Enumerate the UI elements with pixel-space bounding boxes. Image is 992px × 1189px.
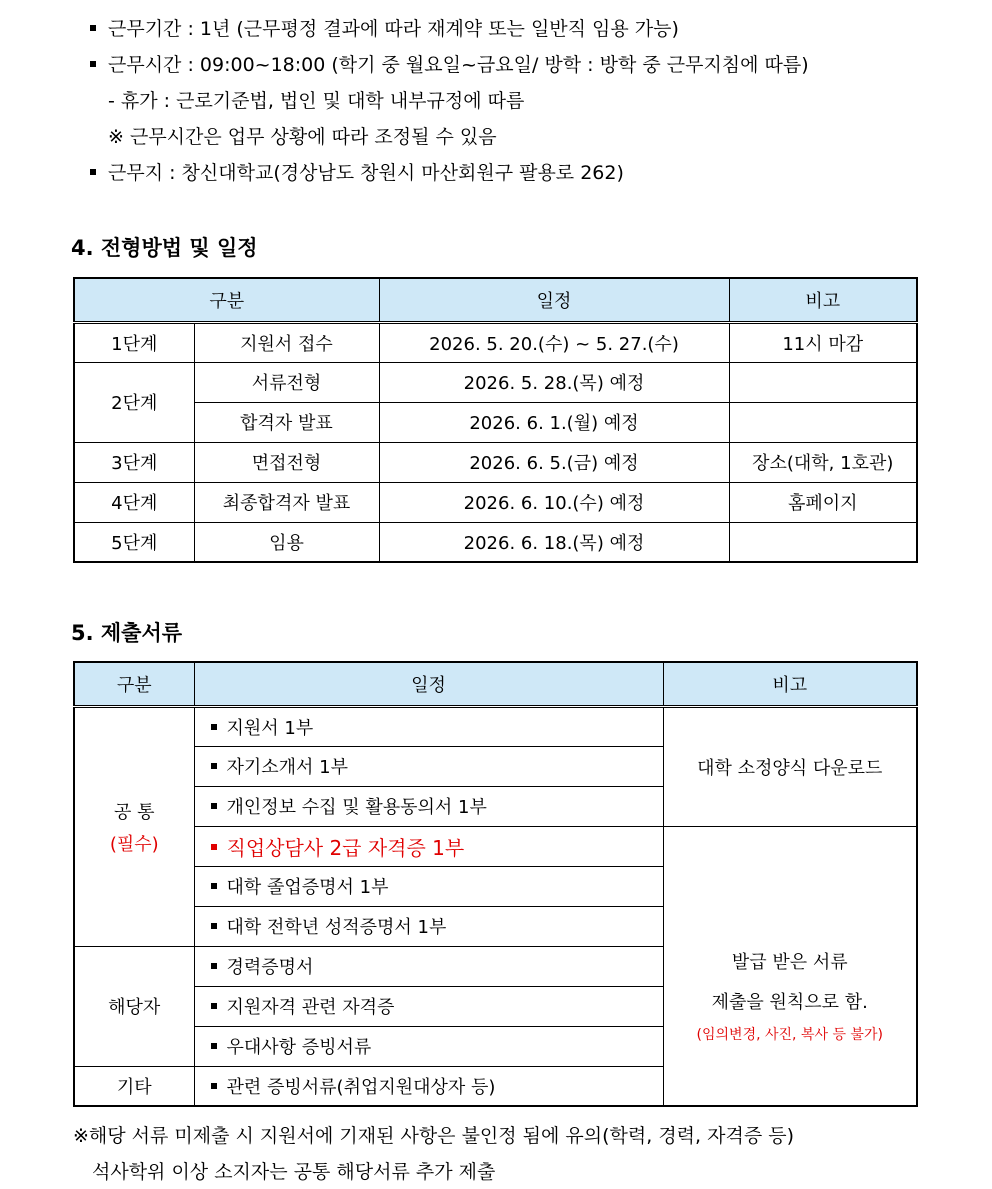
doc-item: 경력증명서 [194,946,663,986]
footer-note-1: ※해당 서류 미제출 시 지원서에 기재된 사항은 불인정 됨에 유의(학력, 경력, 자격증 등) [73,1125,794,1147]
header-category: 구분 [74,278,379,322]
item-cell: 합격자 발표 [194,402,379,442]
remark-cell [729,402,917,442]
item-cell: 서류전형 [194,362,379,402]
table-row [74,706,917,746]
group-other-cell: 기타 [74,1066,194,1106]
selection-schedule-table [73,277,918,563]
date-cell: 2026. 6. 18.(목) 예정 [379,522,729,562]
header-schedule: 일정 [194,662,663,706]
info-hours: 근무시간 : 09:00~18:00 (학기 중 월요일~금요일/ 방학 : 방학 중 근무지침에 따름) [90,50,809,77]
item-cell: 임용 [194,522,379,562]
doc-item: 관련 증빙서류(취업지원대상자 등) [194,1066,663,1106]
remark-issued-1: 발급 받은 서류 [731,951,848,973]
header-schedule: 일정 [379,278,729,322]
date-cell: 2026. 6. 1.(월) 예정 [379,402,729,442]
remark-cell [729,362,917,402]
header-category: 구분 [74,662,194,706]
table-row [74,442,917,482]
footer-note-2: 석사학위 이상 소지자는 공통 해당서류 추가 제출 [92,1161,496,1183]
table-row [74,402,917,442]
remark-issued-2: 제출을 원칙으로 함. [711,991,868,1013]
doc-item: 개인정보 수집 및 활용동의서 1부 [194,786,663,826]
header-remark: 비고 [663,662,917,706]
doc-item: 우대사항 증빙서류 [194,1026,663,1066]
info-period: 근무기간 : 1년 (근무평정 결과에 따라 재계약 또는 일반직 임용 가능) [90,14,679,41]
doc-item: 지원자격 관련 자격증 [194,986,663,1026]
group-common-cell [74,706,194,946]
date-cell: 2026. 6. 5.(금) 예정 [379,442,729,482]
section5-title: 5. 제출서류 [71,621,183,645]
remark-issued-cell [663,826,917,1106]
table-row [74,362,917,402]
header-remark: 비고 [729,278,917,322]
group-common-label: 공 통 [114,801,155,823]
table-row [74,322,917,362]
remark-cell [729,522,917,562]
doc-item: 대학 졸업증명서 1부 [194,866,663,906]
stage-cell: 1단계 [74,322,194,362]
remark-issued-3: (임의변경, 사진, 복사 등 불가) [696,1026,883,1043]
stage-cell: 4단계 [74,482,194,522]
doc-item: 자기소개서 1부 [194,746,663,786]
stage-cell: 3단계 [74,442,194,482]
remark-download: 대학 소정양식 다운로드 [663,706,917,826]
remark-cell: 11시 마감 [729,322,917,362]
doc-item: 지원서 1부 [194,706,663,746]
stage-cell: 2단계 [74,362,194,442]
documents-table [73,661,918,1107]
stage-cell: 5단계 [74,522,194,562]
table-row [74,522,917,562]
group-common-sub: (필수) [109,833,159,855]
info-leave: - 휴가 : 근로기준법, 법인 및 대학 내부규정에 따름 [108,90,525,112]
date-cell: 2026. 5. 28.(목) 예정 [379,362,729,402]
table-row [74,482,917,522]
date-cell: 2026. 6. 10.(수) 예정 [379,482,729,522]
item-cell: 면접전형 [194,442,379,482]
remark-cell: 장소(대학, 1호관) [729,442,917,482]
item-cell: 지원서 접수 [194,322,379,362]
info-note: ※ 근무시간은 업무 상황에 따라 조정될 수 있음 [108,126,497,148]
doc-item: 대학 전학년 성적증명서 1부 [194,906,663,946]
section4-title: 4. 전형방법 및 일정 [71,236,258,260]
table-row [74,826,917,866]
doc-item-highlight: 직업상담사 2급 자격증 1부 [194,826,663,866]
remark-cell: 홈페이지 [729,482,917,522]
group-applicable-cell: 해당자 [74,946,194,1066]
info-place: 근무지 : 창신대학교(경상남도 창원시 마산회원구 팔용로 262) [90,158,624,185]
date-cell: 2026. 5. 20.(수) ~ 5. 27.(수) [379,322,729,362]
item-cell: 최종합격자 발표 [194,482,379,522]
